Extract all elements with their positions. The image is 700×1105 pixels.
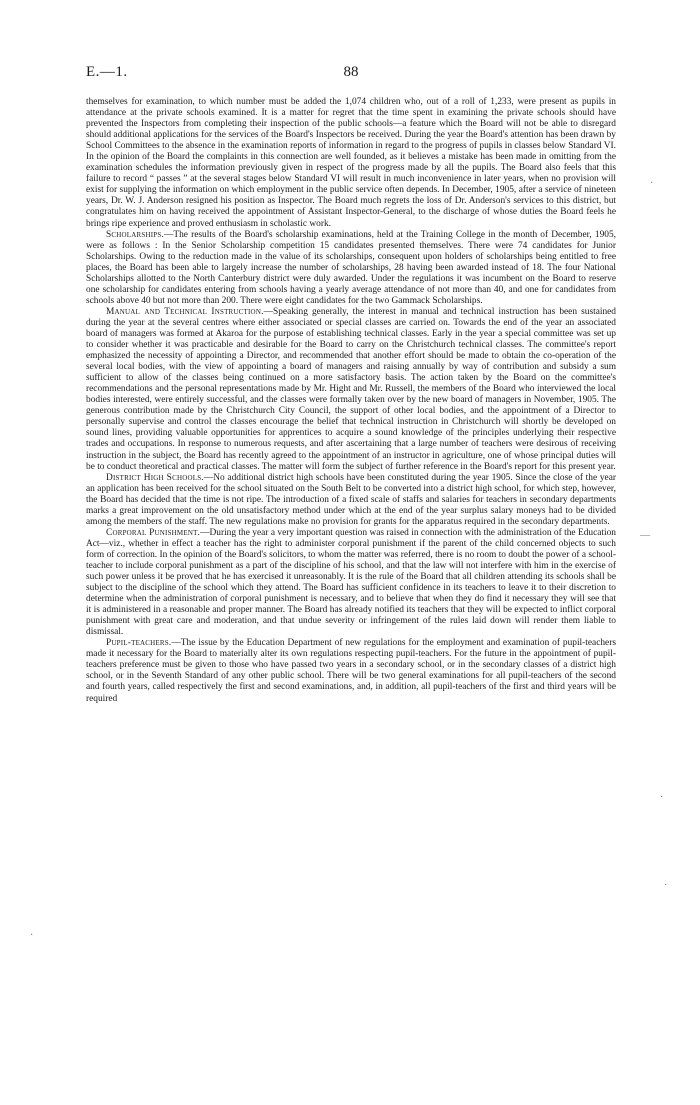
paragraph-scholarships [86, 230, 616, 307]
section-heading: Corporal Punishment. [106, 527, 201, 538]
section-heading: Scholarships. [106, 229, 165, 240]
paragraph-text: —Speaking generally, the interest in manual and technical instruction has been sustained during the year at the several centres where either associated or special classes are carried on. Towards the end of the year an associated board of managers was formed at Akaroa for the purpose of establishing technical classes. Early in the year a special committee was set up to consider whether it was practicable and desirable for the Board to carry on the Christchurch technical classes. The committee's report emphasized the necessity of appointing a Director, and recommended that another effort should be made to obtain the co-operation of the several local bodies, with the view of appointing a board of managers and raising annually by way of contribution and subsidy a sum sufficient to allow of the classes being continued on a more satisfactory basis. The action taken by the Board on the committee's recommendations and the personal representations made by Mr. Hight and Mr. Russell, the members of the Board who interviewed the local bodies interested, were entirely successful, and the classes were formally taken over by the new board of managers in November, 1905. The generous contribution made by the Christchurch City Council, the support of other local bodies, and the appointment of a Director to personally supervise and control the classes encourage the belief that technical instruction in Christchurch will shortly be developed on sound lines, providing valuable opportunities for apprentices to acquire a sound knowledge of the principles underlying their respective trades and occupations. In response to numerous requests, and after ascertaining that a large number of teachers were desirous of receiving instruction in the subject, the Board has recently agreed to the appointment of an instructor in agriculture, one of whose principal duties will be to conduct theoretical and practical classes. The matter will form the subject of further reference in the Board's report for this present year. [86, 306, 616, 472]
paragraph-text: —No additional district high schools have been constituted during the year 1905. Since the close of the year an application has been received for the school situated on the South Belt to be converted into a district high school, for which step, however, the Board has decided that the time is not ripe. The introduction of a fixed scale of staffs and salaries for teachers in secondary departments marks a great improvement on the old unsatisfactory method under which at the end of the year surplus salary moneys had to be divided among the members of the staff. The new regulations make no provision for grants for the apparatus required in the secondary departments. [86, 472, 616, 527]
paragraph-intro [86, 97, 616, 230]
section-heading: District High Schools. [106, 472, 204, 483]
section-code: E.—1. [86, 64, 128, 80]
paragraph-text: —The results of the Board's scholarship examinations, held at the Training College in the month of December, 1905, were as follows : In the Senior Scholarship competition 15 candidates presented themselves. There were 74 candidates for Junior Scholarships. Owing to the reduction made in the value of its scholarships, consequent upon holders of scholarships being entitled to free places, the Board has been able to largely increase the number of scholarships, 28 having been awarded instead of 18. The four National Scholarships allotted to the North Canterbury district were duly awarded. Under the regulations it was incumbent on the Board to reserve one scholarship for candidates entering from schools having a yearly average attendance of not more than 40, and one for candidates from schools above 40 but not more than 200. There were eight candidates for the two Gammack Scholarships. [86, 229, 616, 306]
scan-mark: · [30, 930, 34, 941]
paragraph-text: —During the year a very important question was raised in connection with the administration of the Education Act—viz., whether in effect a teacher has the right to administer corporal punishment if the parent of the child concerned objects to such form of correction. In the opinion of the Board's solicitors, to whom the matter was referred, there is no room to doubt the power of a school-teacher to include corporal punishment as a part of the discipline of his school, and that the law will not interfere with him in the exercise of such power unless it be proved that he has exercised it unreasonably. It is the rule of the Board that all children attending its schools shall be subject to the discipline of the school which they attend. The Board has sufficient confidence in its teachers to leave it to their discretion to determine when the administration of corporal punishment is necessary, and to believe that when they do find it necessary they will see that it is administered in a reasonable and proper manner. The Board has already notified its teachers that they will be expected to inflict corporal punishment with great care and moderation, and that undue severity or infringement of the rules laid down will render them liable to dismissal. [86, 527, 616, 638]
paragraph-corporal-punishment [86, 528, 616, 638]
section-heading: Manual and Technical Instruction. [106, 306, 264, 317]
page-header [86, 64, 616, 84]
scan-mark: · [664, 880, 668, 891]
body-text [86, 97, 616, 705]
paragraph-district-high-schools [86, 473, 616, 528]
scan-mark: — [640, 530, 650, 541]
paragraph-text: —The issue by the Education Department of new regulations for the employment and examination of pupil-teachers made it necessary for the Board to materially alter its own regulations respecting pupil-teachers. For the future in the appointment of pupil-teachers preference must be given to those who have passed two years in a secondary school, or in the secondary classes of a district high school, or in the Seventh Standard of any other public school. There will be two general examinations for all pupil-teachers of the second and fourth years, called respectively the first and second examinations, and, in addition, all pupil-teachers of the first and third years will be required [86, 638, 616, 704]
page-number: 88 [343, 64, 359, 80]
section-heading: Pupil-teachers. [106, 638, 172, 649]
paragraph-text: themselves for examination, to which number must be added the 1,074 children who, out of a roll of 1,233, were present as pupils in attendance at the private schools examined. It is a matter for regret that the time spent in examining the private schools should have prevented the Inspectors from completing their inspection of the public schools—a feature which the Board will not be able to disregard should additional applications for the services of the Board's Inspectors be received. During the year the Board's attention has been drawn by School Committees to the absence in the examination reports of information in regard to the progress of pupils in classes below Standard VI. In the opinion of the Board the complaints in this connection are well founded, as it believes a mistake has been made in omitting from the examination schedules the information previously given in respect of the progress made by all the pupils. The Board also feels that this failure to record “ passes ” at the several stages below Standard VI will result in much inconvenience in later years, when no provision will exist for supplying the information on which employment in the public service often depends. In December, 1905, after a service of nineteen years, Dr. W. J. Anderson resigned his position as Inspector. The Board much regrets the loss of Dr. Anderson's services to this district, but congratulates him on having received the appointment of Assistant Inspector-General, to the discharge of whose duties the Board feels he brings ripe experience and proved enthusiasm in scholastic work. [86, 97, 616, 229]
scan-mark: · [650, 178, 654, 189]
paragraph-pupil-teachers [86, 638, 616, 704]
scan-mark: · [660, 792, 664, 803]
paragraph-manual-technical [86, 307, 616, 473]
